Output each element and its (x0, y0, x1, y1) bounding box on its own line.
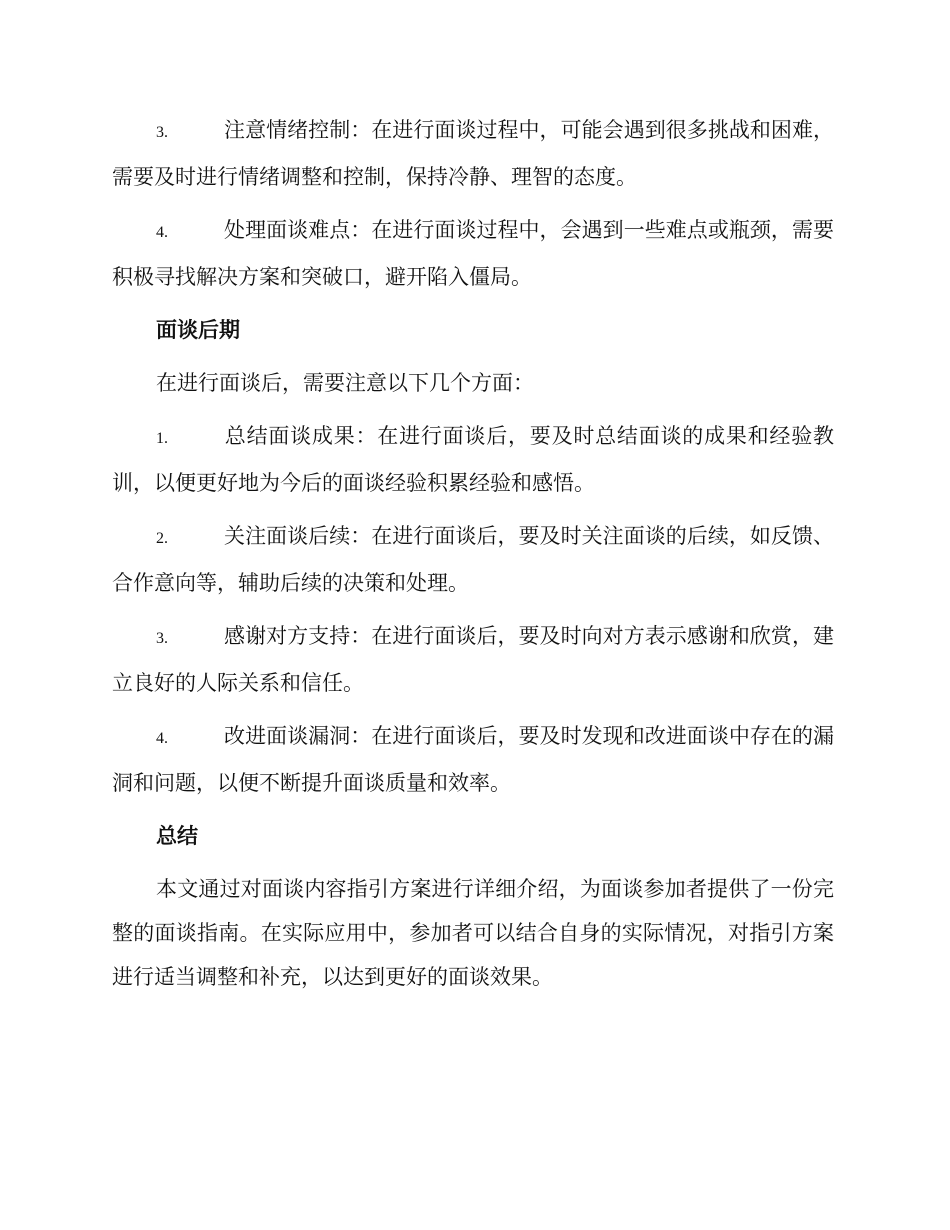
list-item-number: 3. (156, 124, 168, 141)
list-item-number: 4. (156, 224, 168, 241)
list-item-number: 2. (156, 530, 168, 547)
list-item-text: 感谢对方支持：在进行面谈后，要及时向对方表示感谢和欣赏，建立良好的人际关系和信任。 (112, 624, 834, 695)
list-item-text: 改进面谈漏洞：在进行面谈后，要及时发现和改进面谈中存在的漏洞和问题，以便不断提升面谈质量和效率。 (112, 724, 834, 795)
list-item-text: 注意情绪控制：在进行面谈过程中，可能会遇到很多挑战和困难，需要及时进行情绪调整和控制，保持冷静、理智的态度。 (112, 118, 834, 189)
list-item-number: 1. (156, 430, 168, 447)
list-item-text: 关注面谈后续：在进行面谈后，要及时关注面谈的后续，如反馈、合作意向等，辅助后续的决策和处理。 (112, 524, 834, 595)
list-item (112, 714, 834, 805)
list-item (112, 414, 834, 505)
summary-paragraph: 本文通过对面谈内容指引方案进行详细介绍，为面谈参加者提供了一份完整的面谈指南。在实际应用中，参加者可以结合自身的实际情况，对指引方案进行适当调整和补充，以达到更好的面谈效果。 (112, 877, 834, 989)
list-item (112, 108, 834, 199)
list-item (112, 614, 834, 705)
list-item-number: 4. (156, 730, 168, 747)
list-item-text: 处理面谈难点：在进行面谈过程中，会遇到一些难点或瓶颈，需要积极寻找解决方案和突破口，避开陷入僵局。 (112, 218, 834, 289)
list-item (112, 514, 834, 605)
document-page (112, 108, 834, 1008)
section-intro: 在进行面谈后，需要注意以下几个方面： (156, 371, 534, 395)
list-item-number: 3. (156, 630, 168, 647)
list-item-text: 总结面谈成果：在进行面谈后，要及时总结面谈的成果和经验教训，以便更好地为今后的面谈经验积累经验和感悟。 (112, 424, 834, 495)
section-heading-summary: 总结 (156, 824, 198, 848)
section-heading-later: 面谈后期 (156, 318, 240, 342)
list-item (112, 208, 834, 299)
